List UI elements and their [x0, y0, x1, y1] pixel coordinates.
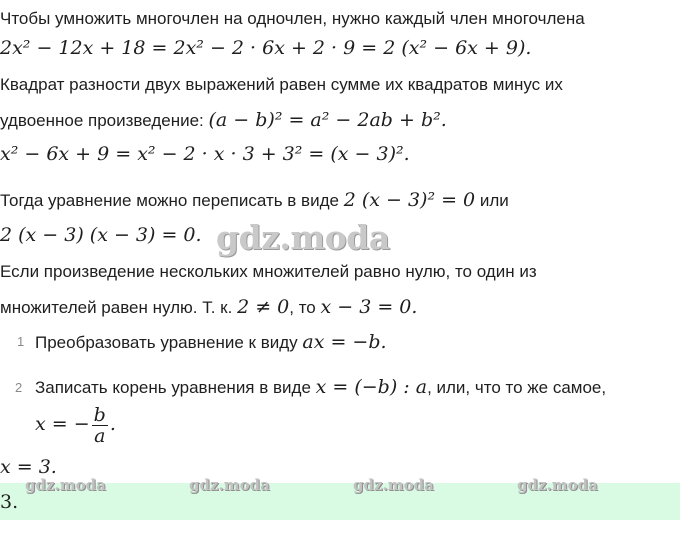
text-line-9-label: множителей равен нулю. Т. к. [0, 298, 238, 317]
text-line-4 [0, 109, 447, 132]
step-2-tail: , или, что то же самое, [427, 378, 607, 397]
watermark-logo: gdz.moda [216, 218, 390, 257]
formula-fraction-line [35, 404, 116, 446]
fraction-numerator: b [93, 403, 106, 426]
step-1-text [35, 331, 387, 354]
step-number-1: 1 [17, 334, 25, 349]
text-line-9-then: , то [289, 298, 321, 317]
fraction-denominator: a [94, 424, 106, 447]
formula-result: x = 3. [0, 456, 57, 478]
watermark-small-1: gdz.moda [25, 476, 106, 494]
watermark-small-3: gdz.moda [353, 476, 434, 494]
text-line-6-or: или [475, 191, 509, 210]
formula-product-equation: 2 (x − 3) (x − 3) = 0. [0, 224, 202, 246]
formula-square-difference: (a − b)² = a² − 2ab + b². [208, 109, 447, 131]
formula-step-1: ax = −b. [302, 331, 387, 353]
fraction [92, 405, 108, 446]
formula-rewritten-equation: 2 (x − 3)² = 0 [343, 189, 476, 211]
formula-factor-expression: 2x² − 12x + 18 = 2x² − 2 · 6x + 2 · 9 = 2 (x² − 6x + 9). [0, 37, 532, 59]
fraction-lhs: x = − [35, 413, 90, 435]
text-line-4-label: удвоенное произведение: [0, 111, 209, 130]
text-line-6-label: Тогда уравнение можно переписать в виде [0, 191, 344, 210]
formula-step-2: x = (−b) : a [315, 376, 428, 398]
text-line-9 [0, 296, 417, 319]
answer-value: 3. [0, 491, 19, 513]
step-2-label: Записать корень уравнения в виде [35, 378, 316, 397]
watermark-small-4: gdz.moda [517, 476, 598, 494]
text-line-1: Чтобы умножить многочлен на одночлен, нужно каждый член многочлена [0, 9, 585, 28]
step-1-label: Преобразовать уравнение к виду [35, 333, 303, 352]
text-line-6 [0, 189, 509, 212]
formula-not-zero: 2 ≠ 0 [237, 296, 290, 318]
step-2-text [35, 376, 606, 399]
text-line-8: Если произведение нескольких множителей равно нулю, то один из [0, 262, 537, 281]
step-number-2: 2 [15, 380, 23, 395]
text-line-3: Квадрат разности двух выражений равен сумме их квадратов минус их [0, 75, 563, 94]
formula-expand-square: x² − 6x + 9 = x² − 2 · x · 3 + 3² = (x − 3)². [0, 143, 410, 165]
watermark-small-2: gdz.moda [189, 476, 270, 494]
formula-factor-zero: x − 3 = 0. [320, 296, 418, 318]
fraction-period: . [109, 413, 116, 435]
